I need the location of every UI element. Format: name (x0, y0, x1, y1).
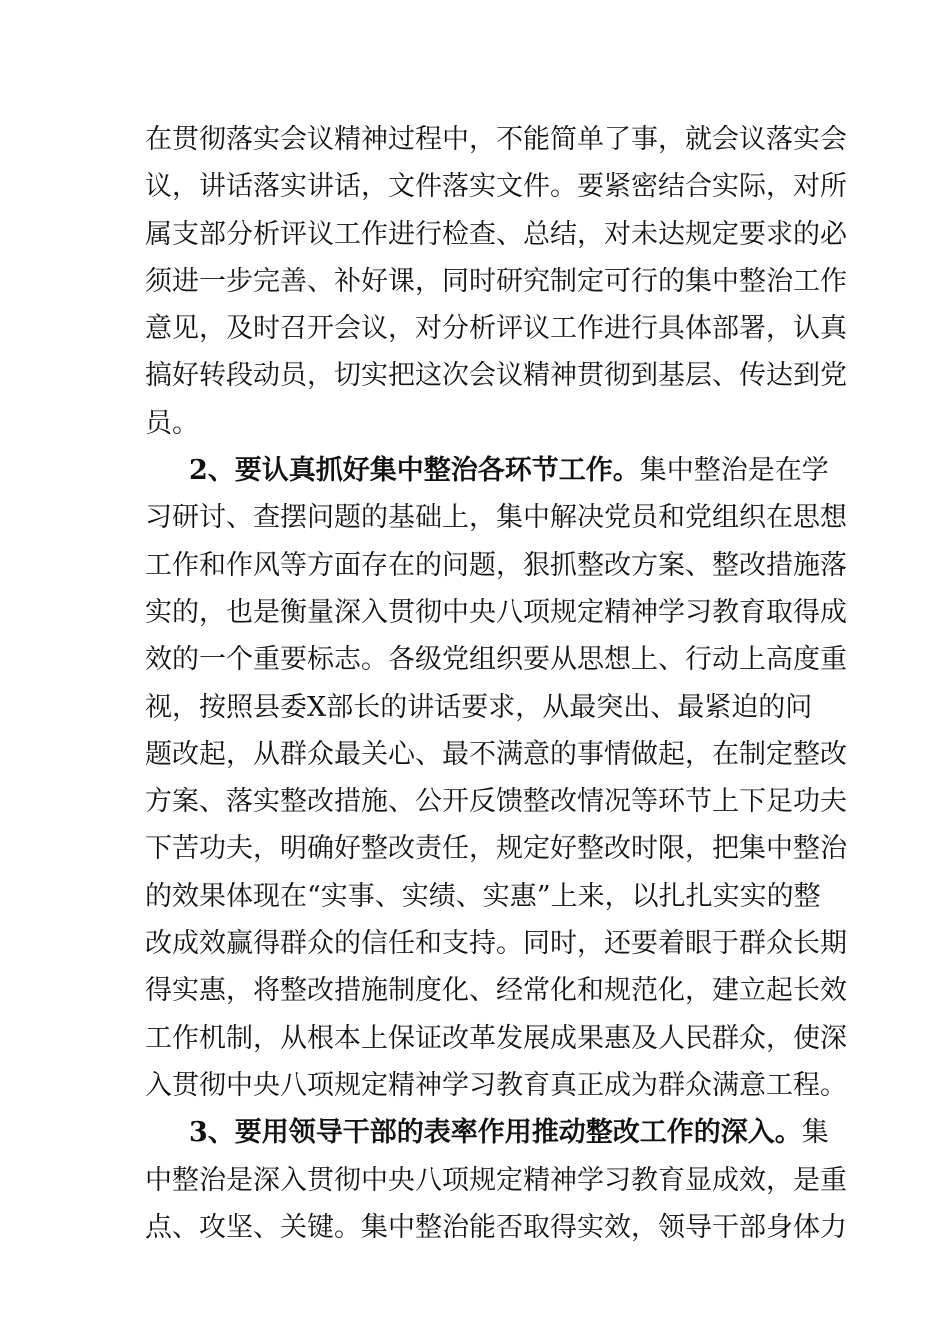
section-heading: 2、要认真抓好集中整治各环节工作。 (189, 455, 640, 487)
text-line: 议，讲话落实讲话，文件落实文件。要紧密结合实际，对所 (145, 171, 847, 203)
text-line: 题改起，从群众最关心、最不满意的事情做起，在制定整改 (145, 738, 847, 770)
text-line: 中整治是深入贯彻中央八项规定精神学习教育显成效，是重 (145, 1164, 847, 1196)
heading-rest: 集 (801, 1117, 829, 1149)
text-line: 点、攻坚、关键。集中整治能否取得实效，领导干部身体力 (145, 1211, 847, 1243)
document-page (145, 116, 847, 1251)
paragraph-1 (145, 116, 847, 447)
paragraph-3 (145, 1109, 847, 1251)
text-line: 改成效赢得群众的信任和支持。同时，还要着眼于群众长期 (145, 928, 847, 960)
text-line: 意见，及时召开会议，对分析评议工作进行具体部署，认真 (145, 313, 847, 345)
text-line: 视，按照县委X部长的讲话要求，从最突出、最紧迫的问 (145, 691, 813, 723)
text-line: 搞好转段动员，切实把这次会议精神贯彻到基层、传达到党 (145, 360, 847, 392)
text-line: 在贯彻落实会议精神过程中，不能简单了事，就会议落实会 (145, 124, 847, 155)
heading-rest: 集中整治是在学 (639, 455, 829, 487)
text-line: 入贯彻中央八项规定精神学习教育真正成为群众满意工程。 (145, 1069, 847, 1101)
section-heading: 3、要用领导干部的表率作用推动整改工作的深入。 (189, 1117, 802, 1149)
text-line: 习研讨、查摆问题的基础上，集中解决党员和党组织在思想 (145, 502, 847, 534)
paragraph-2 (145, 447, 847, 1109)
text-line: 效的一个重要标志。各级党组织要从思想上、行动上高度重 (145, 644, 847, 676)
heading-line (145, 1109, 829, 1156)
text-line: 实的，也是衡量深入贯彻中央八项规定精神学习教育取得成 (145, 596, 847, 628)
text-line: 须进一步完善、补好课，同时研究制定可行的集中整治工作 (145, 265, 847, 297)
text-line: 员。 (145, 407, 199, 439)
heading-line (145, 447, 829, 494)
text-line: 工作和作风等方面存在的问题，狠抓整改方案、整改措施落 (145, 549, 847, 581)
text-line: 下苦功夫，明确好整改责任，规定好整改时限，把集中整治 (145, 833, 847, 865)
text-line: 方案、落实整改措施、公开反馈整改情况等环节上下足功夫 (145, 786, 847, 818)
text-line: 的效果体现在“实事、实绩、实惠”上来，以扎扎实实的整 (145, 880, 821, 912)
text-line: 得实惠，将整改措施制度化、经常化和规范化，建立起长效 (145, 975, 847, 1007)
text-line: 属支部分析评议工作进行检查、总结，对未达规定要求的必 (145, 218, 847, 250)
text-line: 工作机制，从根本上保证改革发展成果惠及人民群众，使深 (145, 1022, 847, 1054)
